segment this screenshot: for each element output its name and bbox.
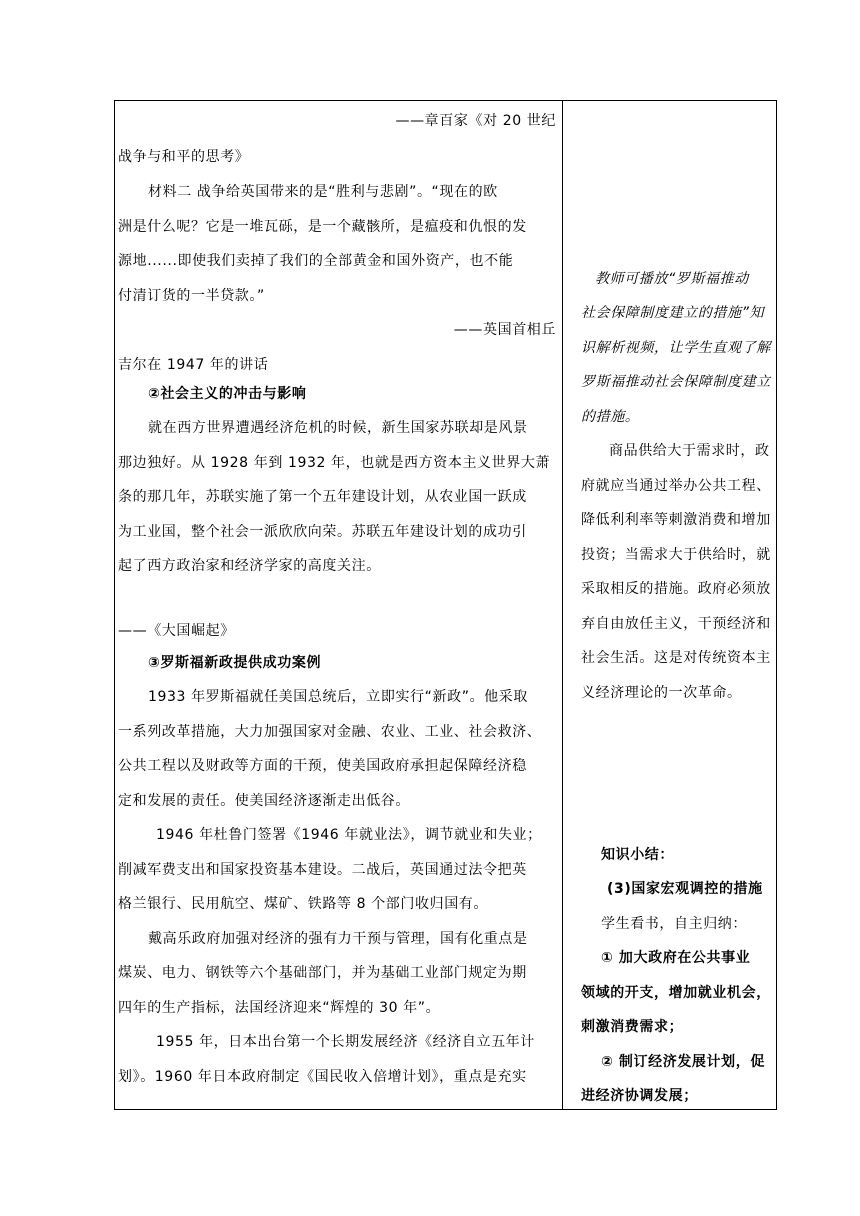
paragraph-line: 1933 年罗斯福就任美国总统后，立即实行“新政”。他采取	[148, 689, 528, 705]
summary-title: 知识小结：	[601, 847, 674, 863]
paragraph-line: 1946 年杜鲁门签署《1946 年就业法》，调节就业和失业；	[156, 827, 542, 843]
summary-heading: (3)国家宏观调控的措施	[607, 881, 763, 897]
video-note-line: 罗斯福推动社会保障制度建立	[581, 374, 771, 390]
paragraph-line: 定和发展的责任。使美国经济逐渐走出低谷。	[118, 793, 410, 809]
citation-line: 战争与和平的思考》	[118, 149, 250, 165]
summary-line: ① 加大政府在公共事业	[601, 950, 751, 966]
paragraph-line: 削减军费支出和国家投资基本建设。二战后，英国通过法令把英	[118, 862, 527, 878]
paragraph-line: 一系列改革措施，大力加强国家对金融、农业、工业、社会救济、	[118, 724, 542, 740]
citation-line: ——《大国崛起》	[118, 623, 235, 639]
policy-note-line: 降低利利率等刺激消费和增加	[581, 512, 771, 528]
paragraph-line: 就在西方世界遭遇经济危机的时候，新生国家苏联却是风景	[148, 420, 528, 436]
policy-note-line: 社会生活。这是对传统资本主	[581, 650, 771, 666]
paragraph-line: 煤炭、电力、钢铁等六个基础部门，并为基础工业部门规定为期	[118, 965, 527, 981]
paragraph-line: 洲是什么呢？它是一堆瓦砾，是一个藏骸所，是瘟疫和仇恨的发	[118, 219, 527, 235]
section-heading: ②社会主义的冲击与影响	[148, 386, 307, 402]
policy-note-line: 商品供给大于需求时，政	[609, 443, 770, 459]
citation-line: ——章百家《对 20 世纪	[395, 113, 556, 129]
paragraph-line: 格兰银行、民用航空、煤矿、铁路等 8 个部门收归国有。	[118, 896, 489, 912]
summary-line: 领域的开支，增加就业机会，	[581, 985, 771, 1001]
summary-line: 刺激消费需求；	[581, 1019, 684, 1035]
video-note-line: 识解析视频，让学生直观了解	[581, 340, 771, 356]
summary-line: 进经济协调发展；	[581, 1088, 698, 1104]
column-divider	[562, 101, 563, 1109]
paragraph-line: 付清订货的一半贷款。”	[118, 288, 265, 304]
video-note-line: 教师可播放“罗斯福推动	[595, 271, 749, 287]
summary-line: ② 制订经济发展计划，促	[601, 1054, 765, 1070]
policy-note-line: 采取相反的措施。政府必须放	[581, 581, 771, 597]
paragraph-line: 材料二 战争给英国带来的是“胜利与悲剧”。“现在的欧	[148, 184, 498, 200]
lesson-table	[114, 100, 777, 1110]
video-note-line: 社会保障制度建立的措施”知	[581, 305, 765, 321]
section-heading: ③罗斯福新政提供成功案例	[148, 655, 322, 671]
policy-note-line: 弃自由放任主义，干预经济和	[581, 616, 771, 632]
summary-line: 学生看书，自主归纳：	[601, 916, 747, 932]
policy-note-line: 府就应当通过举办公共工程、	[581, 478, 771, 494]
paragraph-line: 四年的生产指标，法国经济迎来“辉煌的 30 年”。	[118, 1000, 441, 1016]
paragraph-line: 那边独好。从 1928 年到 1932 年，也就是西方资本主义世界大萧	[118, 455, 551, 471]
paragraph-line: 戴高乐政府加强对经济的强有力干预与管理，国有化重点是	[148, 931, 528, 947]
paragraph-line: 1955 年，日本出台第一个长期发展经济《经济自立五年计	[156, 1034, 535, 1050]
citation-line: ——英国首相丘	[453, 322, 556, 338]
paragraph-line: 源地......即使我们卖掉了我们的全部黄金和国外资产，也不能	[118, 253, 514, 269]
video-note-line: 的措施。	[581, 409, 640, 425]
policy-note-line: 投资；当需求大于供给时，就	[581, 547, 771, 563]
paragraph-line: 公共工程以及财政等方面的干预，使美国政府承担起保障经济稳	[118, 758, 527, 774]
citation-line: 吉尔在 1947 年的讲话	[118, 357, 269, 373]
paragraph-line: 为工业国，整个社会一派欣欣向荣。苏联五年建设计划的成功引	[118, 524, 527, 540]
paragraph-line: 起了西方政治家和经济学家的高度关注。	[118, 558, 381, 574]
paragraph-line: 条的那几年，苏联实施了第一个五年建设计划，从农业国一跃成	[118, 489, 527, 505]
paragraph-line: 划》。1960 年日本政府制定《国民收入倍增计划》，重点是充实	[118, 1069, 527, 1085]
policy-note-line: 义经济理论的一次革命。	[581, 685, 742, 701]
